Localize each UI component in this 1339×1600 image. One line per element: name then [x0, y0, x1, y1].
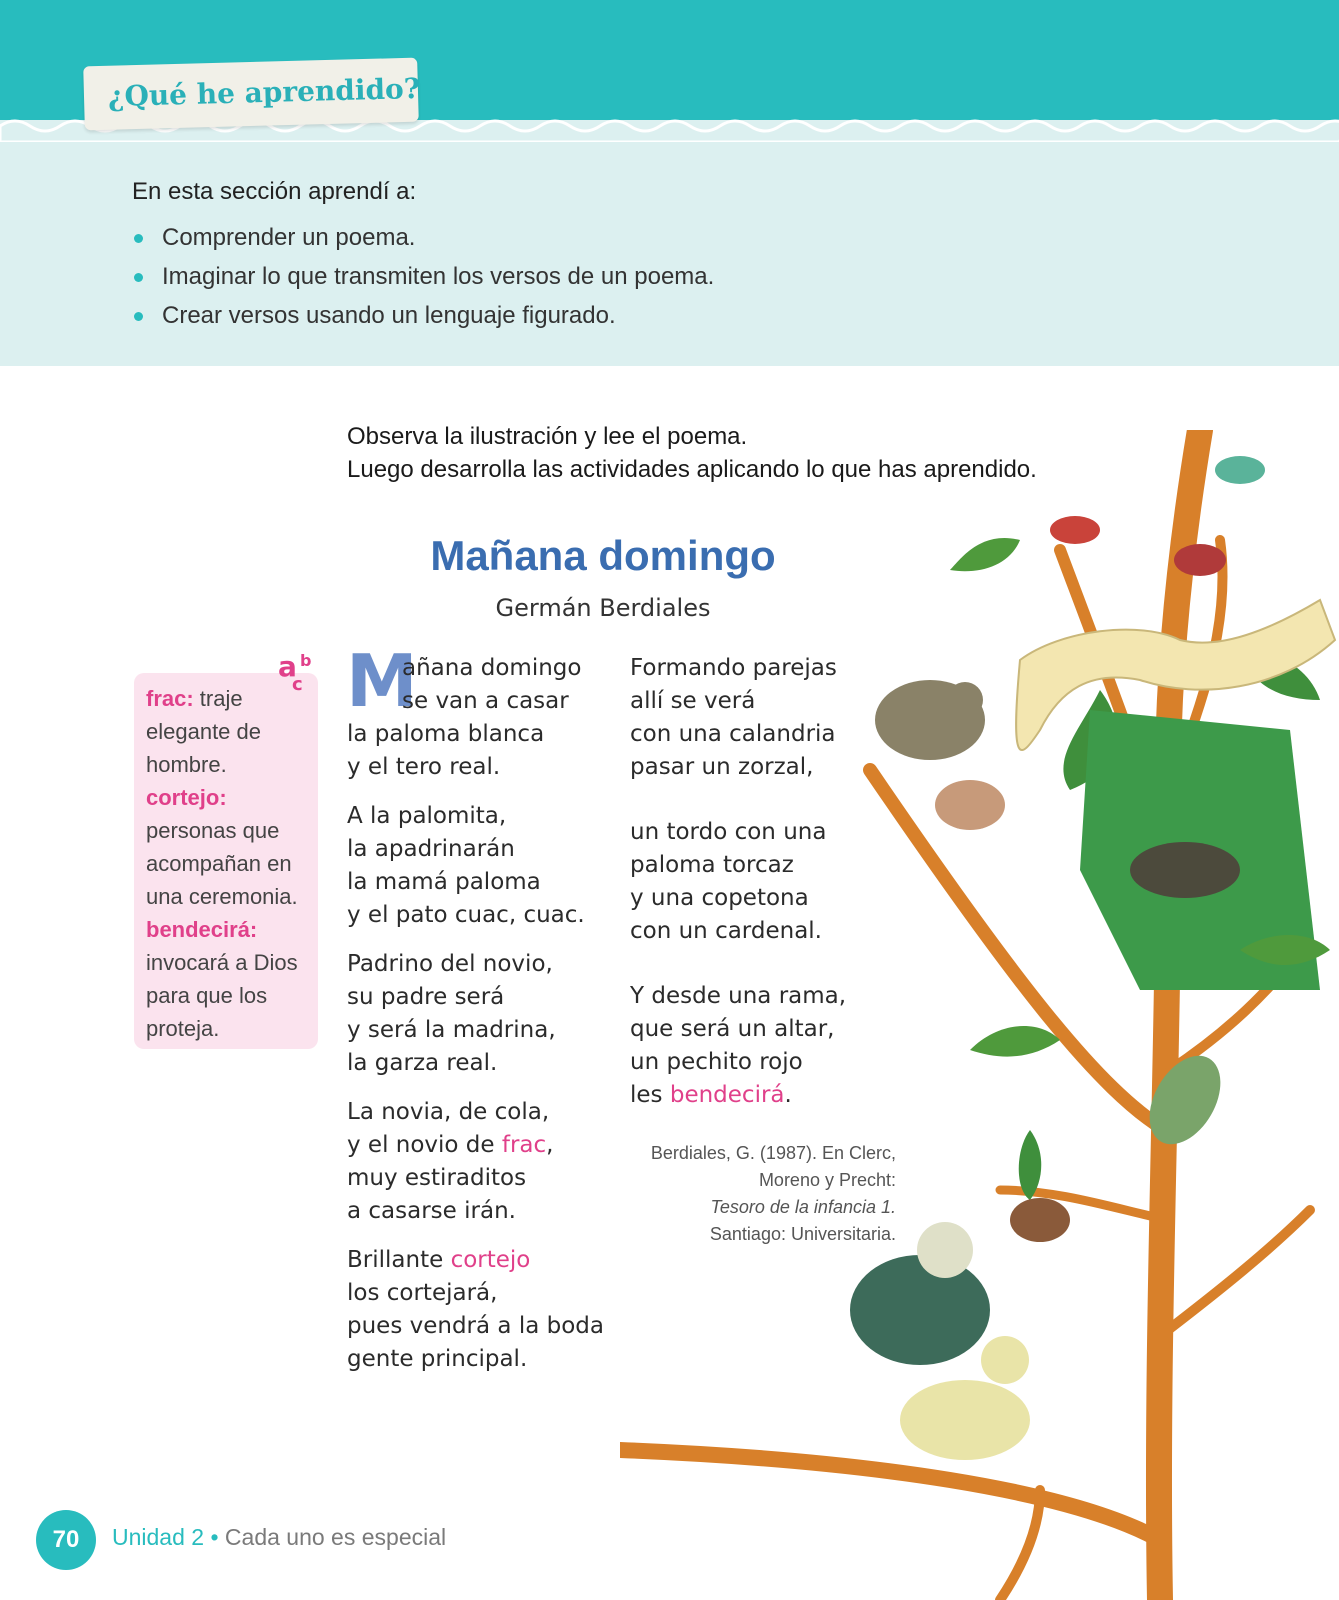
glossary-definition: invocará a Dios para que los proteja.	[146, 950, 298, 1041]
stanza-6: Formando parejas allí se verá con una calandria pasar un zorzal,	[630, 655, 837, 780]
bullet-separator: •	[210, 1524, 219, 1550]
drop-cap: M	[346, 639, 418, 723]
instructions: Observa la ilustración y lee el poema. Luego desarrolla las actividades aplicando lo que has aprendido.	[347, 423, 1037, 483]
stanza-2: A la palomita, la apadrinarán la mamá paloma y el pato cuac, cuac.	[347, 803, 585, 928]
glossary-word-bendecira: bendecirá	[669, 1082, 785, 1108]
glossary-definition: traje elegante de hombre.	[146, 686, 261, 777]
poem-author: Germán Berdiales	[495, 594, 711, 622]
footer-running-head	[112, 1524, 446, 1551]
learned-list	[132, 218, 714, 335]
section-title: ¿Qué he aprendido?	[107, 71, 421, 114]
unit-title: Cada uno es especial	[224, 1524, 447, 1550]
bullet-icon	[134, 234, 143, 243]
glossary-term: bendecirá:	[146, 917, 258, 942]
stanza-3: Padrino del novio, su padre será y será la madrina, la garza real.	[347, 951, 556, 1076]
bullet-icon	[134, 312, 143, 321]
glossary-word-frac: frac	[501, 1132, 547, 1158]
stanza-4: La novia, de cola, y el novio de frac, muy estiraditos a casarse irán.	[347, 1099, 554, 1224]
list-item: Imaginar lo que transmiten los versos de un poema.	[132, 257, 714, 296]
svg-text:c: c	[292, 674, 303, 695]
svg-text:a: a	[278, 650, 297, 683]
glossary-text	[146, 682, 316, 1045]
bibliographic-reference: Berdiales, G. (1987). En Clerc, Moreno y Precht: Tesoro de la infancia 1. Santiago: Universitaria.	[650, 1143, 896, 1244]
stanza-8: Y desde una rama, que será un altar, un pechito rojo les bendecirá.	[630, 983, 847, 1108]
stanza-7: un tordo con una paloma torcaz y una copetona con un cardenal.	[630, 819, 827, 944]
stanza-1a: añana domingo se van a casar	[402, 655, 582, 714]
page-number: 70	[52, 1526, 80, 1553]
list-item: Comprender un poema.	[132, 218, 714, 257]
learned-heading: En esta sección aprendí a:	[132, 178, 417, 205]
svg-text:b: b	[300, 651, 312, 670]
stanza-5: Brillante cortejo los cortejará, pues vendrá a la boda gente principal.	[347, 1247, 604, 1372]
stanza-1b: la paloma blanca y el tero real.	[347, 721, 545, 780]
unit-label: Unidad 2	[112, 1524, 205, 1550]
glossary-definition: personas que acompañan en una ceremonia.	[146, 818, 298, 909]
bullet-icon	[134, 273, 143, 282]
glossary-word-cortejo: cortejo	[450, 1247, 531, 1273]
list-item: Crear versos usando un lenguaje figurado.	[132, 296, 714, 335]
poem-title: Mañana domingo	[430, 532, 776, 579]
glossary-term: cortejo:	[146, 785, 227, 810]
glossary-term: frac:	[146, 686, 194, 711]
